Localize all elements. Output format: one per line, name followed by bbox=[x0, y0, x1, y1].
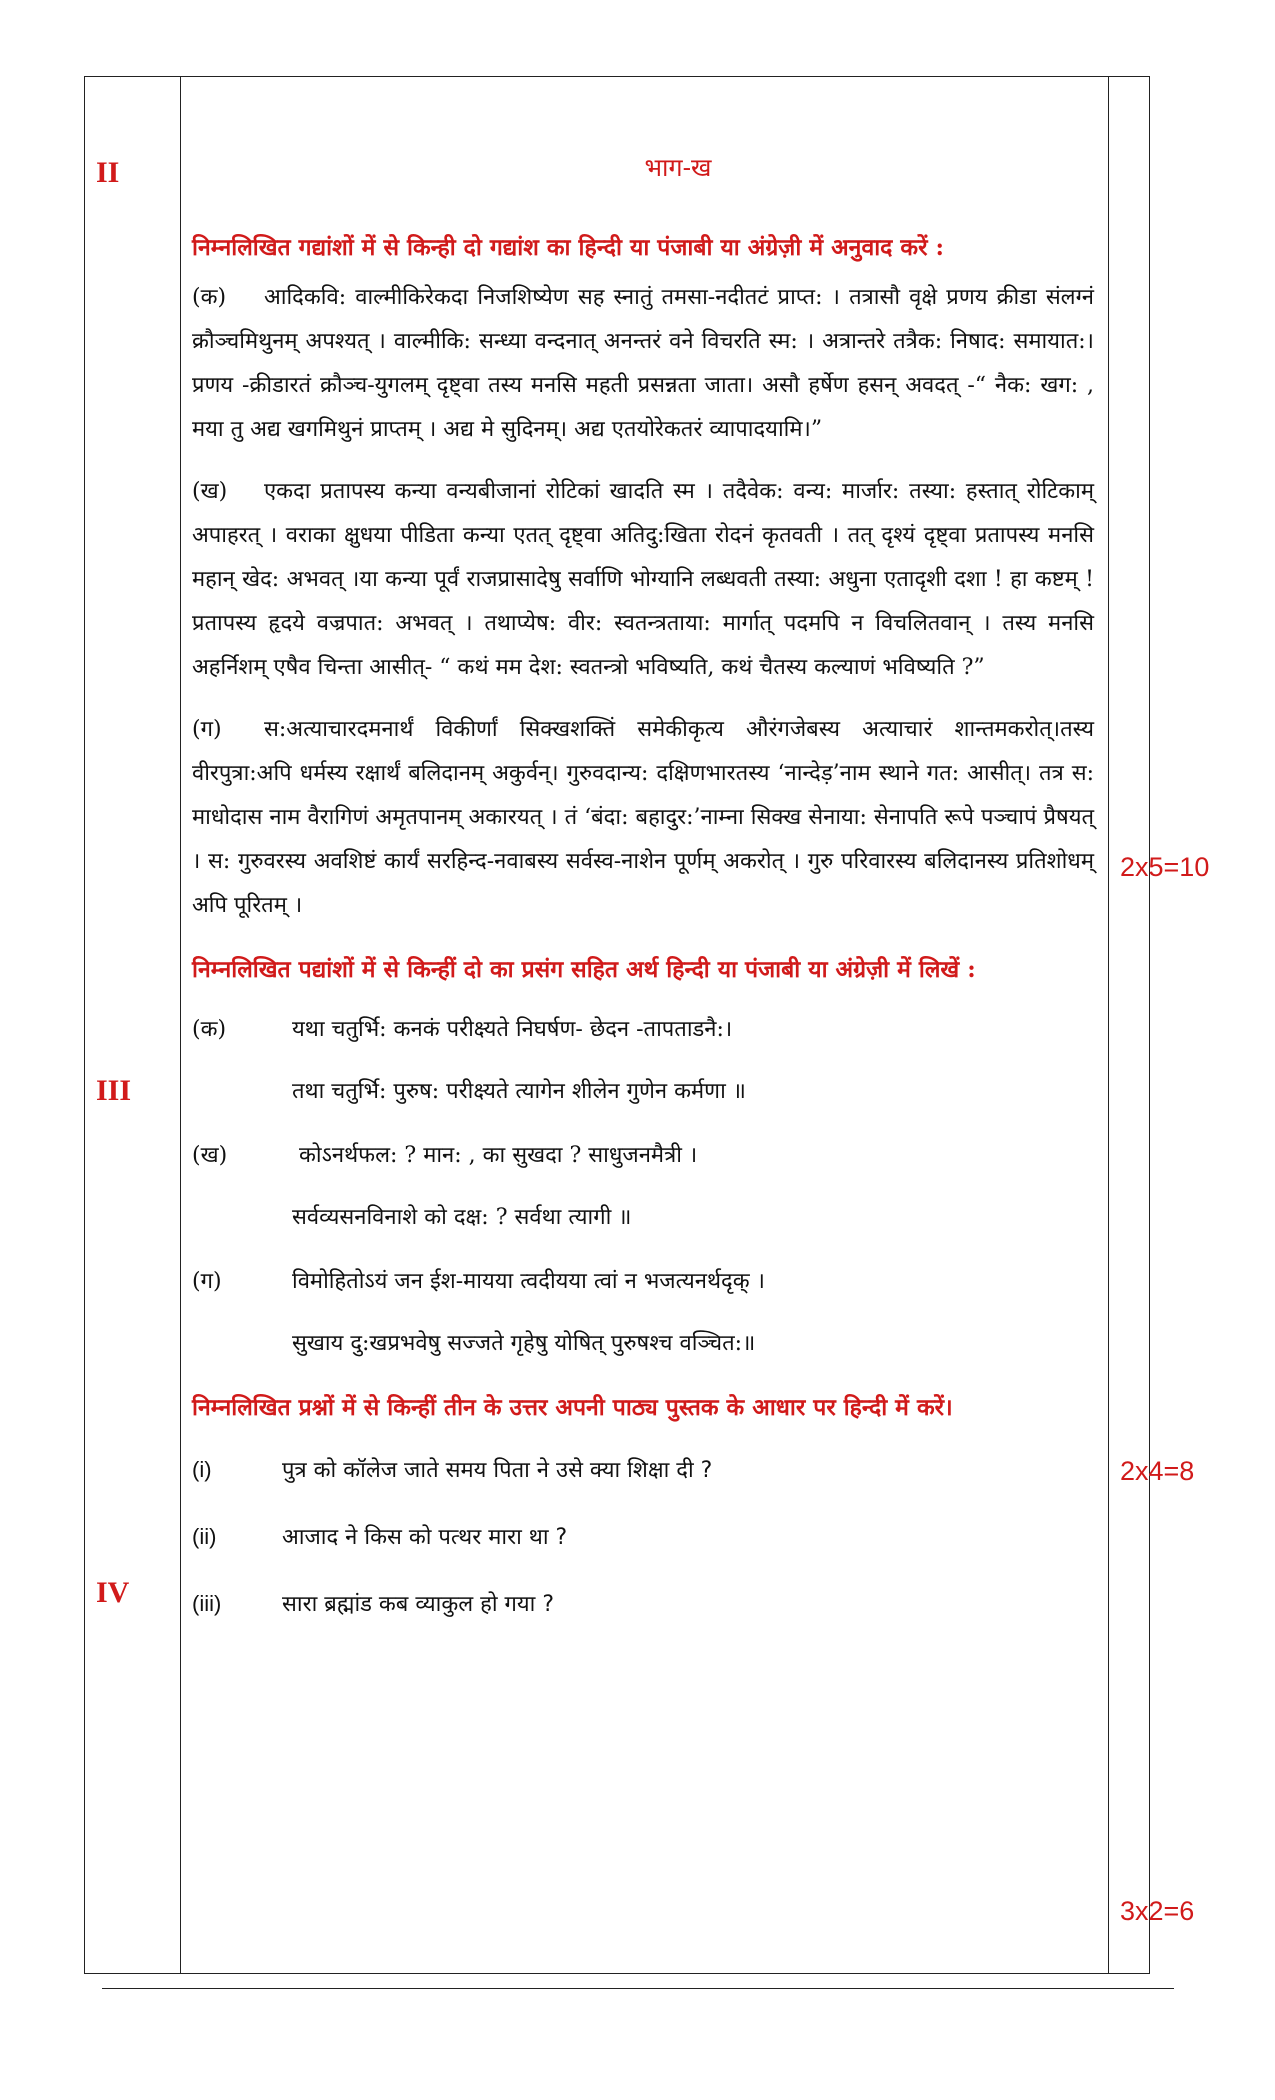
passage-text: आदिकवि: वाल्मीकिरेकदा निजशिष्येण सह स्नातुं तमसा-नदीतटं प्राप्त: । तत्रासौ वृक्षे प्रणय क्रीडा संलग्नं क्रौञ्चमिथुनम् अपश्यत् । वाल्मीकि: सन्ध्या वन्दनात् अनन्तरं वने विचरति स्म: । अत्रान्तरे तत्रैक: निषाद: समायात:। प्रणय -क्रीडारतं क्रौञ्च-युगलम् दृष्ट्वा तस्य मनसि महती प्रसन्नता जाता। असौ हर्षेण हसन् अवदत् -“ नैक: खग: , मया तु अद्य खगमिथुनं प्राप्तम् । अद्य मे सुदिनम्। अद्य एतयोरेकतरं व्यापादयामि।” bbox=[192, 285, 1094, 442]
part-title: भाग-ख bbox=[644, 153, 712, 182]
footer-rule bbox=[102, 1988, 1174, 1989]
translation-instruction: निम्नलिखित गद्यांशों में से किन्ही दो गद्यांश का हिन्दी या पंजाबी या अंग्रेज़ी में अनुवाद करें : bbox=[192, 234, 944, 261]
question-text: सारा ब्रह्मांड कब व्याकुल हो गया ? bbox=[282, 1592, 555, 1617]
passage-text: एकदा प्रतापस्य कन्या वन्यबीजानां रोटिकां खादति स्म । तदैवेक: वन्य: मार्जार: तस्या: हस्तात् रोटिकाम् अपाहरत् । वराका क्षुधया पीडिता कन्या एतत् दृष्ट्वा अतिदु:खिता रोदनं कृतवती । तत् दृश्यं दृष्ट्वा प्रतापस्य मनसि महान् खेद: अभवत् ।या कन्या पूर्वं राजप्रासादेषु सर्वाणि भोग्यानि लब्धवती तस्या: अधुना एतादृशी दशा ! हा कष्टम् ! प्रतापस्य हृदये वज्रपात: अभवत् । तथाप्येष: वीर: स्वतन्त्रताया: मार्गात् पदमपि न विचलितवान् । तस्य मनसि अहर्निशम् एषैव चिन्ता आसीत्- “ कथं मम देश: स्वतन्त्रो भविष्यति, कथं चैतस्य कल्याणं भविष्यति ?” bbox=[192, 479, 1094, 680]
question-content bbox=[192, 150, 1094, 1651]
verse-ga bbox=[192, 1262, 1094, 1364]
question-ii bbox=[192, 1517, 1094, 1558]
question-label: (i) bbox=[192, 1457, 212, 1482]
passage-kha bbox=[192, 470, 1094, 690]
verse-kha bbox=[192, 1136, 1094, 1238]
marks-questions: 3x2=6 bbox=[1120, 1896, 1195, 1926]
section-number-iii: III bbox=[96, 1074, 132, 1107]
question-text: आजाद ने किस को पत्थर मारा था ? bbox=[282, 1525, 568, 1550]
passage-label: (क) bbox=[192, 285, 227, 310]
question-label: (ii) bbox=[192, 1524, 217, 1549]
question-i bbox=[192, 1450, 1094, 1491]
marks-translation: 2x5=10 bbox=[1120, 852, 1210, 882]
verse-line-2: सर्वव्यसनविनाशे को दक्ष: ? सर्वथा त्यागी ॥ bbox=[292, 1205, 632, 1230]
verse-line-1: कोऽनर्थफल: ? मान: , का सुखदा ? साधुजनमैत्री । bbox=[292, 1143, 698, 1168]
passage-label: (ग) bbox=[192, 717, 222, 742]
marks-verses: 2x4=8 bbox=[1120, 1456, 1195, 1486]
question-iii bbox=[192, 1584, 1094, 1625]
verse-line-2: तथा चतुर्भि: पुरुष: परीक्ष्यते त्यागेन शीलेन गुणेन कर्मणा ॥ bbox=[292, 1079, 746, 1104]
section-number-ii: II bbox=[96, 156, 120, 189]
passage-ga bbox=[192, 708, 1094, 928]
question-label: (iii) bbox=[192, 1591, 222, 1616]
verse-label: (क) bbox=[192, 1017, 227, 1042]
section-number-iv: IV bbox=[96, 1576, 130, 1609]
passage-text: स:अत्याचारदमनार्थं विकीर्णां सिक्खशक्तिं समेकीकृत्य औरंगजेबस्य अत्याचारं शान्तमकरोत्।तस्य वीरपुत्रा:अपि धर्मस्य रक्षार्थं बलिदानम् अकुर्वन्। गुरुवदान्य: दक्षिणभारतस्य ‘नान्देड़’नाम स्थाने गत: आसीत्। तत्र स: माधोदास नाम वैरागिणं अमृतपानम् अकारयत् । तं ‘बंदा: बहादुर:’नाम्ना सिक्ख सेनाया: सेनापति रूपे पञ्चापं प्रैषयत् । स: गुरुवरस्य अवशिष्टं कार्यं सरहिन्द-नवाबस्य सर्वस्व-नाशेन पूर्णम् अकरोत् । गुरु परिवारस्य बलिदानस्य प्रतिशोधम् अपि पूरितम् । bbox=[192, 717, 1094, 918]
passage-label: (ख) bbox=[192, 479, 228, 504]
verse-line-1: यथा चतुर्भि: कनकं परीक्ष्यते निघर्षण- छेदन -तापताडनै:। bbox=[292, 1017, 733, 1042]
verse-ka bbox=[192, 1010, 1094, 1112]
column-divider-left bbox=[180, 76, 181, 1974]
verses-instruction: निम्नलिखित पद्यांशों में से किन्हीं दो का प्रसंग सहित अर्थ हिन्दी या पंजाबी या अंग्रेज़ी में लिखें : bbox=[192, 956, 976, 983]
verse-label: (ख) bbox=[192, 1143, 228, 1168]
verse-line-1: विमोहितोऽयं जन ईश-मायया त्वदीयया त्वां न भजत्यनर्थदृक् । bbox=[292, 1269, 765, 1294]
questions-instruction: निम्नलिखित प्रश्नों में से किन्हीं तीन के उत्तर अपनी पाठ्य पुस्तक के आधार पर हिन्दी में करें। bbox=[192, 1394, 953, 1421]
verse-label: (ग) bbox=[192, 1269, 222, 1294]
question-text: पुत्र को कॉलेज जाते समय पिता ने उसे क्या शिक्षा दी ? bbox=[282, 1458, 713, 1483]
passage-ka bbox=[192, 276, 1094, 452]
column-divider-right bbox=[1108, 76, 1109, 1974]
verse-line-2: सुखाय दु:खप्रभवेषु सज्जते गृहेषु योषित् पुरुषश्च वञ्चित:॥ bbox=[292, 1331, 756, 1356]
